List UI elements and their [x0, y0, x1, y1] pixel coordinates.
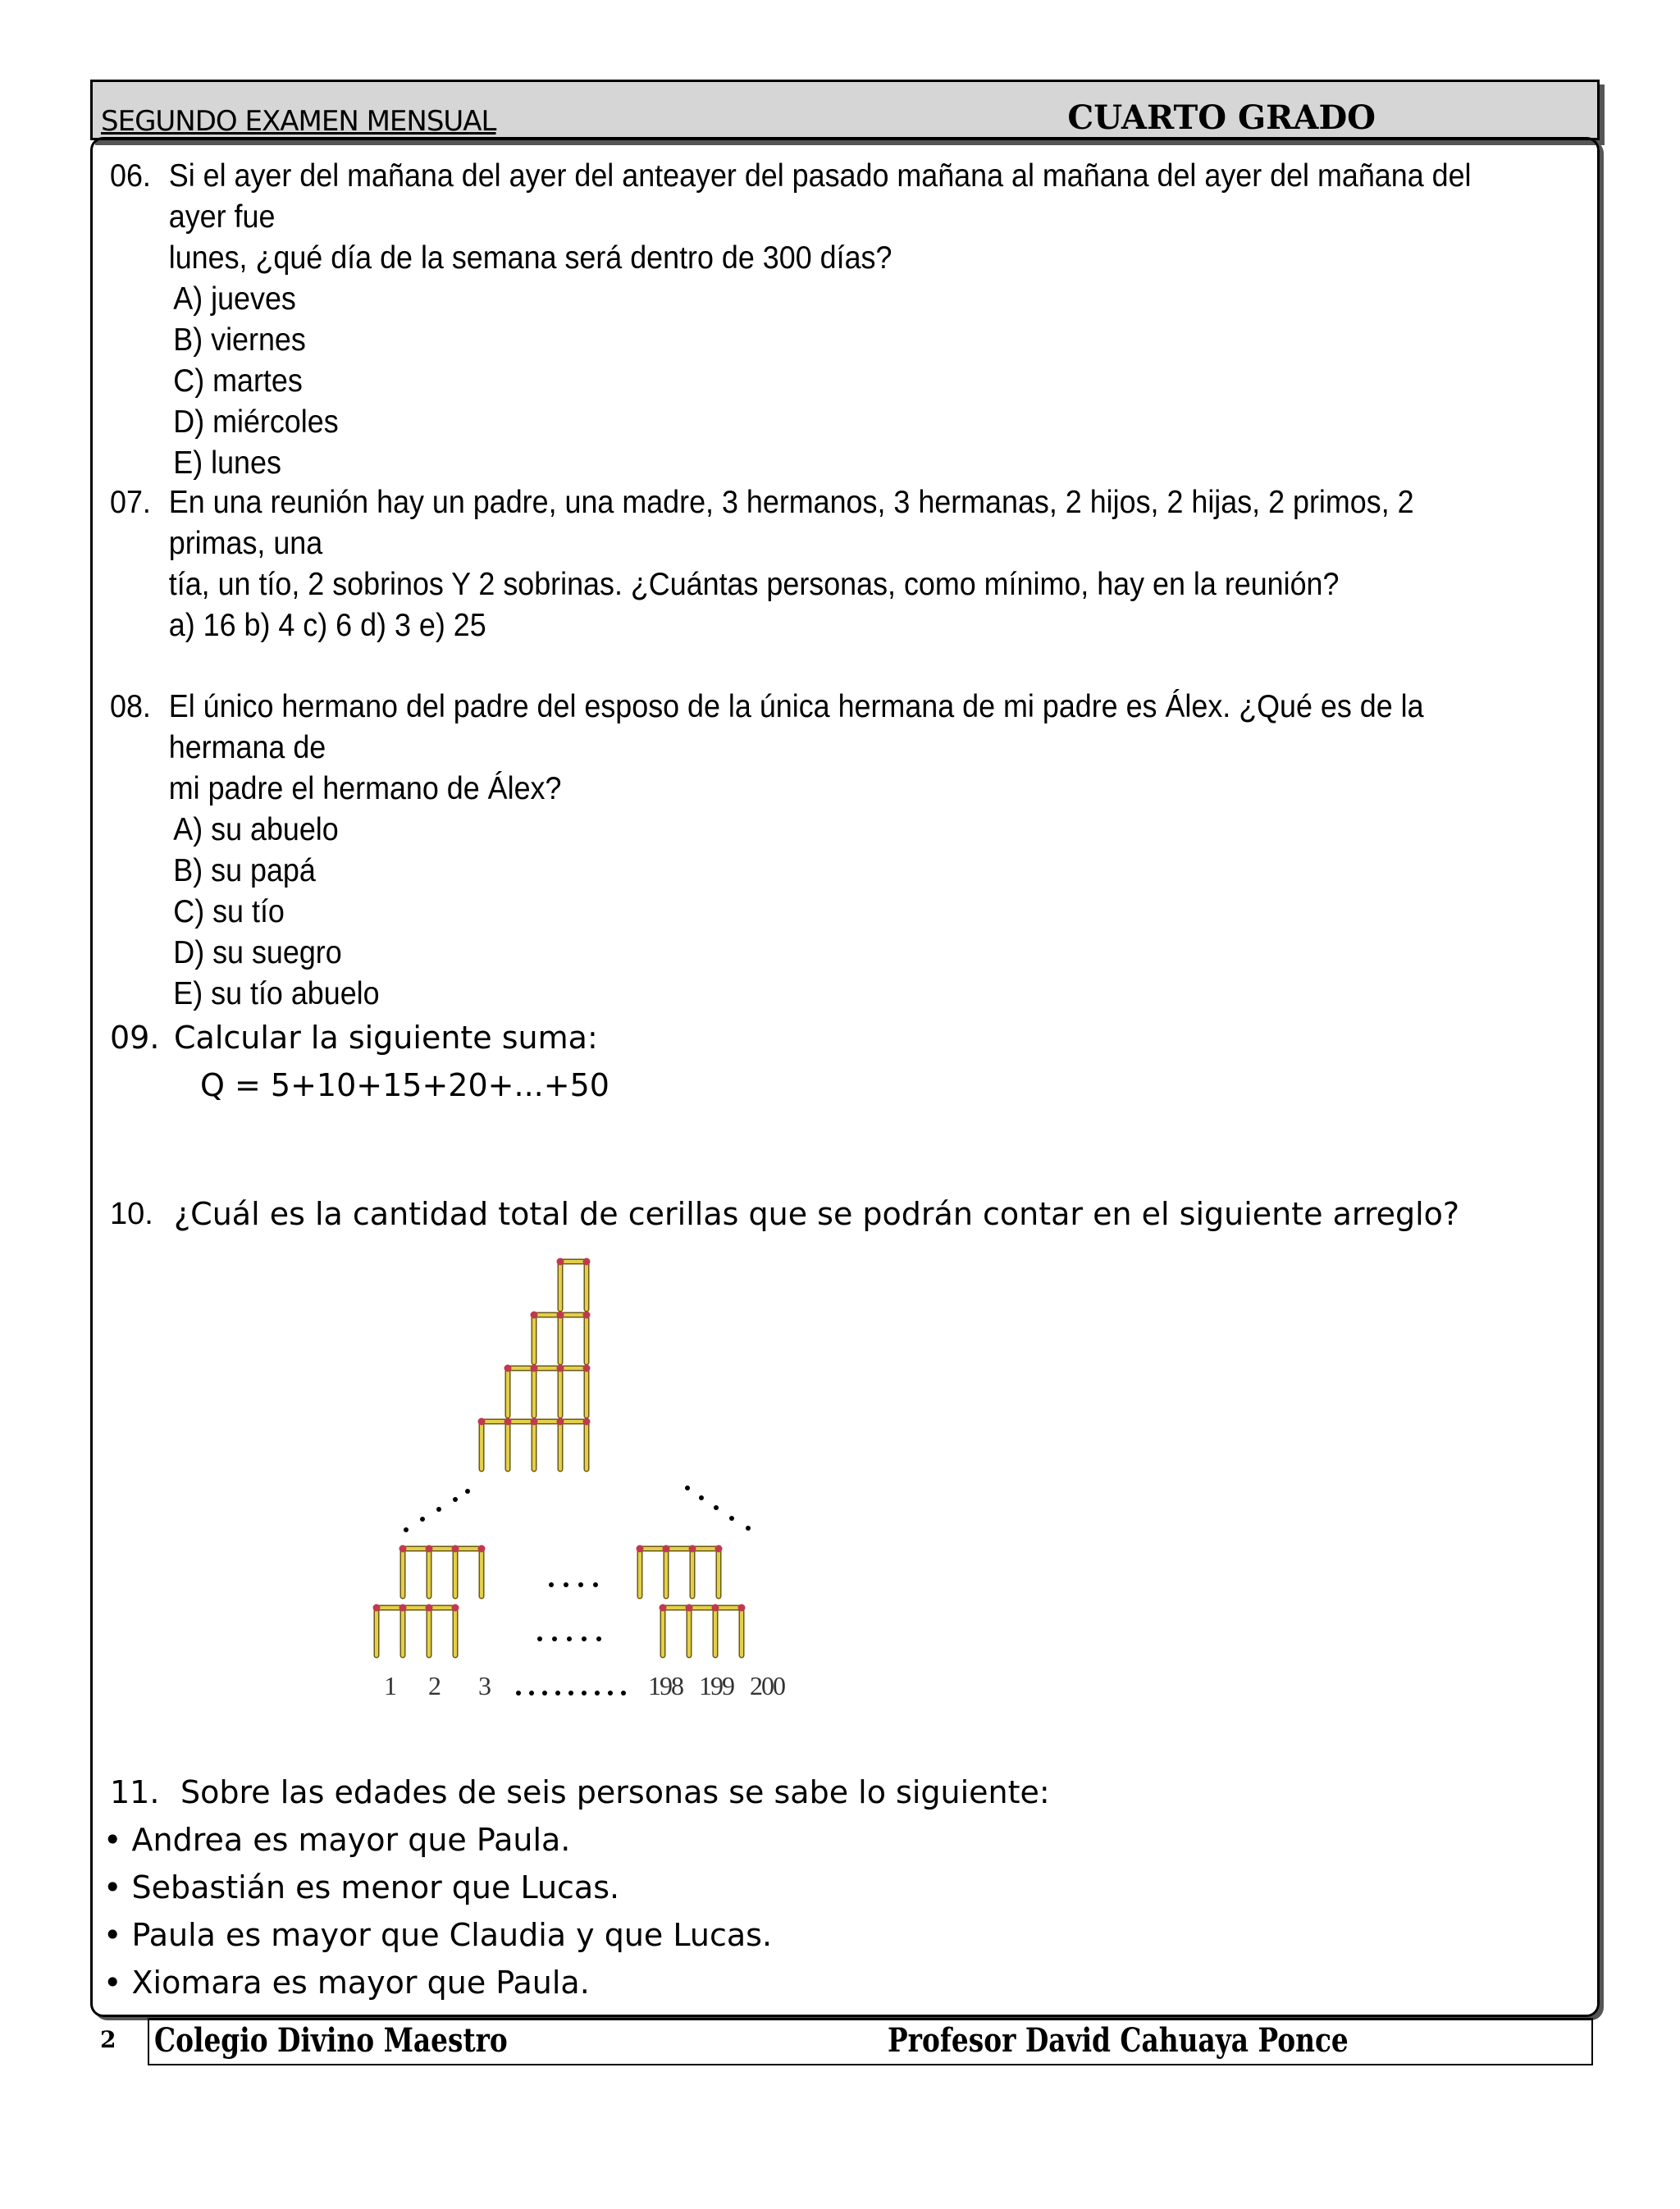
match-head [478, 1418, 486, 1426]
question-number: 08. [110, 689, 151, 724]
exam-header [90, 80, 1600, 140]
match-head [583, 1312, 591, 1319]
match-head [712, 1604, 719, 1612]
option: D) su suegro [173, 935, 342, 970]
question-09-text: Calcular la siguiente suma: [174, 1020, 598, 1056]
ellipsis-dot [578, 1582, 583, 1587]
ellipsis-dot [436, 1507, 441, 1512]
match-head [660, 1604, 667, 1612]
question-10-text: ¿Cuál es la cantidad total de cerillas que se podrán contar en el siguiente arreglo? [174, 1196, 1460, 1232]
ellipsis-dot [564, 1582, 568, 1587]
exam-title: SEGUNDO EXAMEN MENSUAL [101, 105, 496, 138]
option: E) lunes [173, 445, 281, 481]
question-text-line: El único hermano del padre del esposo de la única hermana de mi padre es Álex. ¿Qué es de la hermana de [168, 689, 1424, 765]
option: B) viernes [173, 322, 306, 358]
ellipsis-dot [549, 1582, 554, 1587]
match-head [531, 1312, 538, 1319]
match-head [637, 1545, 644, 1553]
option: D) miércoles [173, 404, 339, 440]
figure-label: 2 [428, 1671, 441, 1700]
match-head [426, 1604, 433, 1612]
match-head [738, 1604, 746, 1612]
match-head [452, 1545, 459, 1553]
ellipsis-dot [595, 1691, 600, 1696]
ellipsis-dot [714, 1505, 719, 1510]
match-head [689, 1545, 696, 1553]
bullet-item: • Paula es mayor que Claudia y que Lucas. [103, 1917, 773, 1953]
ellipsis-dot [453, 1497, 458, 1502]
bullet-item: • Xiomara es mayor que Paula. [103, 1965, 590, 2001]
ellipsis-dot [582, 1636, 587, 1641]
ellipsis-dot [529, 1691, 534, 1696]
ellipsis-dot [567, 1636, 572, 1641]
option: A) jueves [173, 281, 296, 317]
question-text-line: Si el ayer del mañana del ayer del anteayer del pasado mañana al mañana del ayer del mañana del ayer fue [168, 158, 1472, 235]
figure-label: 198 [648, 1671, 682, 1700]
match-head [504, 1418, 512, 1426]
option: B) su papá [173, 853, 316, 888]
option: A) su abuelo [173, 812, 339, 847]
match-head [531, 1418, 538, 1426]
question-text-line: tía, un tío, 2 sobrinos Y 2 sobrinas. ¿Cuántas personas, como mínimo, hay en la reunión? [168, 567, 1340, 602]
ellipsis-dot [729, 1516, 734, 1521]
ellipsis-dot [568, 1691, 573, 1696]
bullet-item: • Sebastián es menor que Lucas. [103, 1869, 620, 1905]
ellipsis-dot [420, 1517, 425, 1522]
figure-label: 200 [750, 1671, 784, 1700]
ellipsis-dot [593, 1582, 598, 1587]
option: E) su tío abuelo [173, 976, 380, 1011]
question-10-number: 10. [110, 1197, 153, 1231]
match-head [399, 1545, 407, 1553]
match-head [557, 1365, 564, 1372]
ellipsis-dot [552, 1636, 557, 1641]
question-08 [110, 687, 1476, 1015]
matchstick-pyramid-figure [361, 1243, 820, 1710]
question-number: 06. [110, 158, 151, 194]
ellipsis-dot [542, 1691, 547, 1696]
match-head [557, 1258, 564, 1266]
figure-label: 1 [384, 1671, 397, 1700]
match-head [557, 1312, 564, 1319]
match-head [531, 1365, 538, 1372]
match-head [583, 1258, 591, 1266]
bullet-item: • Andrea es mayor que Paula. [103, 1822, 571, 1858]
options-line: a) 16 b) 4 c) 6 d) 3 e) 25 [168, 608, 486, 643]
match-head [478, 1545, 486, 1553]
option: C) martes [173, 363, 303, 399]
figure-label: 3 [478, 1671, 491, 1700]
ellipsis-dot [516, 1691, 521, 1696]
match-head [663, 1545, 670, 1553]
match-head [426, 1545, 433, 1553]
match-head [452, 1604, 459, 1612]
ellipsis-dot [699, 1495, 704, 1500]
ellipsis-dot [555, 1691, 560, 1696]
school-name: Colegio Divino Maestro [154, 2021, 508, 2060]
ellipsis-dot [596, 1636, 601, 1641]
ellipsis-dot [608, 1691, 613, 1696]
ellipsis-dot [685, 1486, 690, 1490]
option: C) su tío [173, 894, 285, 929]
ellipsis-dot [537, 1636, 542, 1641]
question-07 [110, 482, 1476, 646]
match-head [399, 1604, 407, 1612]
figure-label: 199 [699, 1671, 733, 1700]
question-11-number: 11. [110, 1774, 160, 1810]
sum-formula: Q = 5+10+15+20+...+50 [200, 1067, 609, 1103]
match-head [557, 1418, 564, 1426]
question-11-text: Sobre las edades de seis personas se sabe lo siguiente: [180, 1774, 1050, 1810]
teacher-name: Profesor David Cahuaya Ponce [888, 2021, 1349, 2060]
question-number: 07. [110, 485, 151, 520]
question-text-line: mi padre el hermano de Álex? [168, 771, 562, 806]
question-text-line: lunes, ¿qué día de la semana será dentro de 300 días? [168, 240, 892, 276]
match-head [715, 1545, 723, 1553]
ellipsis-dot [404, 1527, 409, 1532]
ellipsis-dot [746, 1526, 751, 1531]
ellipsis-dot [621, 1691, 626, 1696]
match-head [583, 1418, 591, 1426]
question-06 [110, 156, 1476, 484]
grade-label: CUARTO GRADO [1067, 98, 1376, 137]
match-head [504, 1365, 512, 1372]
ellipsis-dot [582, 1691, 587, 1696]
page-number: 2 [100, 2026, 116, 2053]
question-09-number: 09. [110, 1020, 160, 1056]
match-head [686, 1604, 693, 1612]
match-head [583, 1365, 591, 1372]
question-text-line: En una reunión hay un padre, una madre, 3 hermanos, 3 hermanas, 2 hijos, 2 hijas, 2 primos, 2 primas, una [168, 485, 1414, 561]
ellipsis-dot [465, 1489, 470, 1494]
match-head [373, 1604, 381, 1612]
